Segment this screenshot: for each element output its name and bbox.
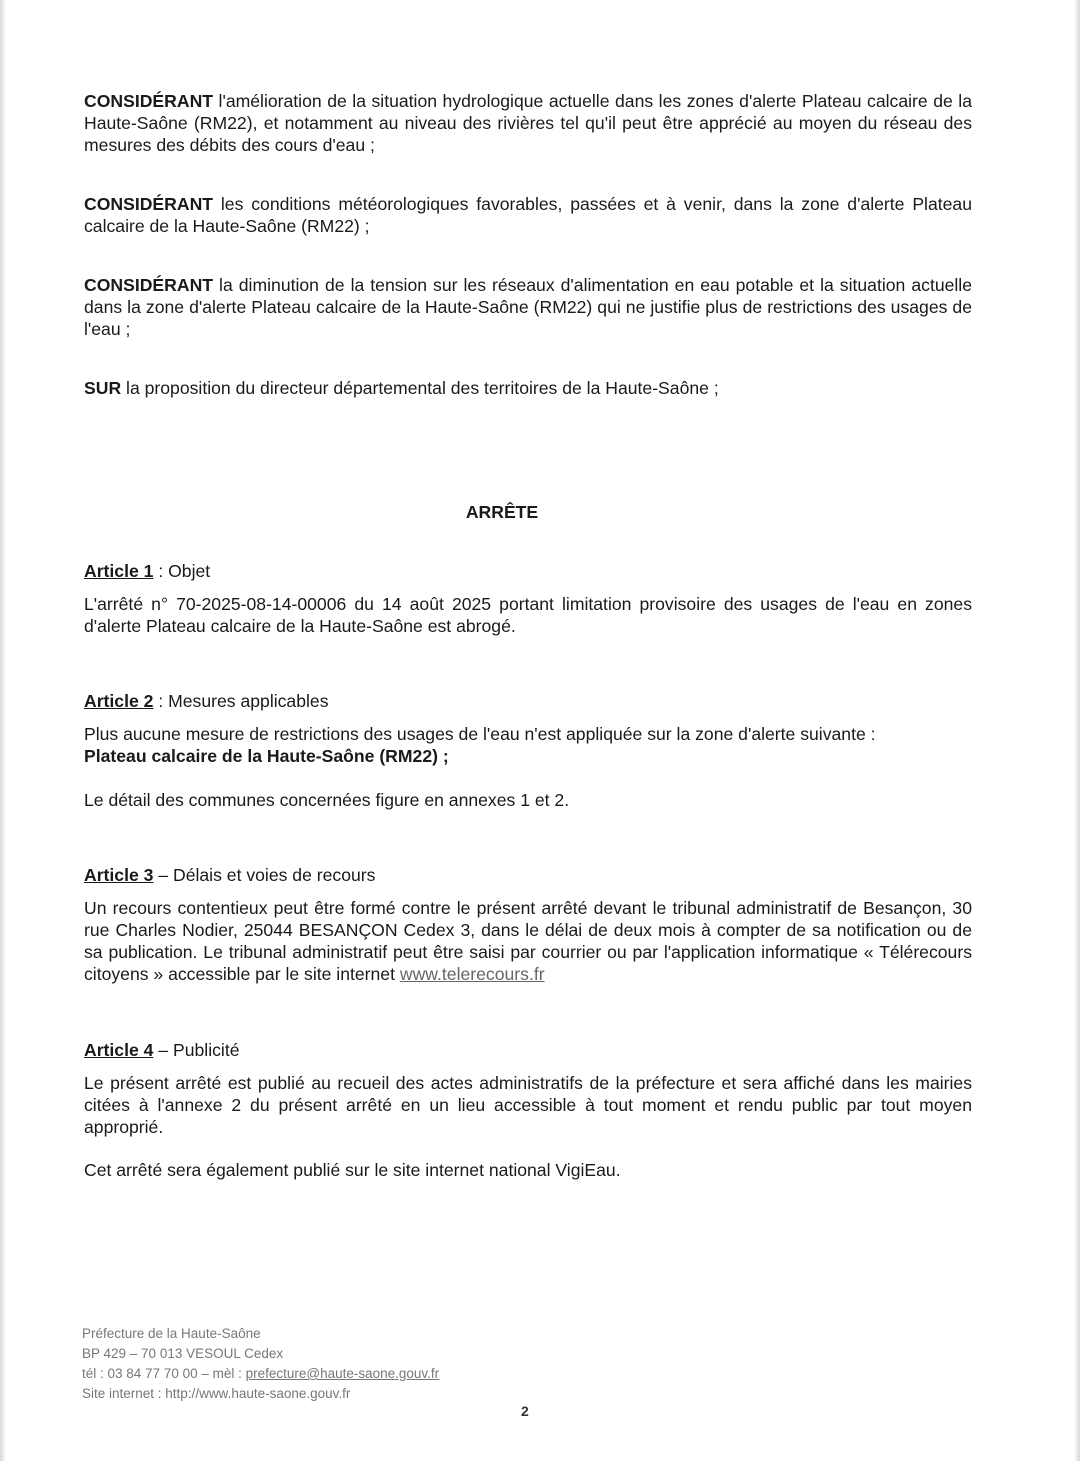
article-title: Publicité bbox=[173, 1040, 240, 1060]
article-2-heading bbox=[84, 690, 329, 712]
document-title: ARRÊTE bbox=[465, 502, 539, 522]
article-text: Plus aucune mesure de restrictions des usages de l'eau n'est appliquée sur la zone d'alerte suivante : bbox=[84, 724, 876, 744]
article-3-heading bbox=[84, 864, 375, 886]
separator: : bbox=[153, 561, 169, 581]
considerant-text: l'amélioration de la situation hydrologique actuelle dans les zones d'alerte Plateau calcaire de la Haute-Saône (RM22), et notamment au niveau des rivières tel qu'il peut être apprécié au moyen du réseau des mesures des débits des cours d'eau ; bbox=[84, 91, 972, 155]
article-4-text-2: Cet arrêté sera également publié sur le site internet national VigiEau. bbox=[84, 1160, 621, 1180]
page-number: 2 bbox=[521, 1403, 529, 1419]
article-label: Article 2 bbox=[84, 691, 154, 711]
article-1-heading bbox=[84, 560, 210, 582]
keyword: SUR bbox=[84, 378, 122, 398]
considerant-1 bbox=[84, 90, 972, 156]
article-label: Article 4 bbox=[84, 1040, 154, 1060]
zone-name: Plateau calcaire de la Haute-Saône (RM22) ; bbox=[84, 746, 449, 766]
article-title: Délais et voies de recours bbox=[173, 865, 376, 885]
article-4-heading bbox=[84, 1039, 240, 1061]
footer-tel: tél : 03 84 77 70 00 – mèl : bbox=[82, 1366, 246, 1381]
footer-address bbox=[82, 1324, 439, 1404]
article-label: Article 1 bbox=[84, 561, 154, 581]
considerant-text: la diminution de la tension sur les réseaux d'alimentation en eau potable et la situation actuelle dans la zone d'alerte Plateau calcaire de la Haute-Saône (RM22) qui ne justifie plus de restrictions des usages de l'eau ; bbox=[84, 275, 972, 339]
separator: – bbox=[153, 865, 173, 885]
keyword: CONSIDÉRANT bbox=[84, 91, 214, 111]
keyword: CONSIDÉRANT bbox=[84, 275, 214, 295]
article-text: Un recours contentieux peut être formé contre le présent arrêté devant le tribunal administratif de Besançon, 30 rue Charles Nodier, 25044 BESANÇON Cedex 3, dans le délai de deux mois à compter de sa notification ou de sa publication. Le tribunal administratif peut être saisi par courrier ou par l'application informatique « Télérecours citoyens » accessible par le site internet bbox=[84, 898, 972, 984]
article-title: Objet bbox=[168, 561, 211, 581]
footer-postal: BP 429 – 70 013 VESOUL Cedex bbox=[82, 1346, 284, 1361]
sur-proposition bbox=[84, 377, 972, 399]
scan-edge-right bbox=[1074, 0, 1080, 1461]
article-2-text-2: Le détail des communes concernées figure en annexes 1 et 2. bbox=[84, 790, 570, 810]
separator: – bbox=[153, 1040, 173, 1060]
telerecours-link[interactable]: www.telerecours.fr bbox=[399, 964, 545, 984]
separator: : bbox=[153, 691, 169, 711]
article-3-text bbox=[84, 897, 972, 985]
article-title: Mesures applicables bbox=[168, 691, 329, 711]
keyword: CONSIDÉRANT bbox=[84, 194, 214, 214]
considerant-text: les conditions météorologiques favorables, passées et à venir, dans la zone d'alerte Plateau calcaire de la Haute-Saône (RM22) ; bbox=[84, 194, 972, 236]
considerant-text: la proposition du directeur départemental des territoires de la Haute-Saône ; bbox=[121, 378, 719, 398]
article-1-text: L'arrêté n° 70-2025-08-14-00006 du 14 août 2025 portant limitation provisoire des usages de l'eau en zones d'alerte Plateau calcaire de la Haute-Saône est abrogé. bbox=[84, 594, 972, 636]
article-4-text: Le présent arrêté est publié au recueil des actes administratifs de la préfecture et sera affiché dans les mairies citées à l'annexe 2 du présent arrêté en un lieu accessible à tout moment et rendu public par tout moyen approprié. bbox=[84, 1073, 972, 1137]
scan-edge-left bbox=[0, 0, 6, 1461]
footer-contact bbox=[82, 1364, 439, 1384]
article-label: Article 3 bbox=[84, 865, 154, 885]
footer-org: Préfecture de la Haute-Saône bbox=[82, 1326, 261, 1341]
considerant-3 bbox=[84, 274, 972, 340]
footer-site: Site internet : http://www.haute-saone.gouv.fr bbox=[82, 1386, 351, 1401]
footer-email-link[interactable]: prefecture@haute-saone.gouv.fr bbox=[245, 1366, 440, 1381]
article-2-text bbox=[84, 723, 972, 767]
considerant-2 bbox=[84, 193, 972, 237]
